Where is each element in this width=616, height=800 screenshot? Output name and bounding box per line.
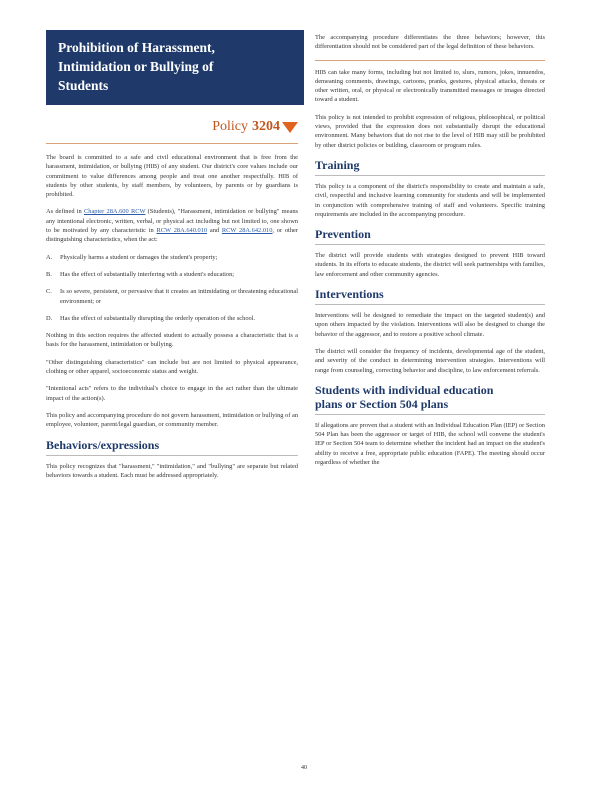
- link-rcw-28a-642-010[interactable]: RCW 28A.642.010: [221, 227, 273, 235]
- heading-prevention: Prevention: [315, 227, 371, 242]
- students-plans-paragraph: If allegations are proven that a student with an Individual Education Plan (IEP) or Section 504 Plan has been the aggressor or target of HIB, the school will convene the student's IEP or Section 504 team to determine whether the incident had an impact on the student's ability to receive a free, appropriate public education (FAPE). The meeting should occur regardless of whether the: [315, 421, 546, 467]
- definition-text-d: , or other distinguishing characteristics, when the act:: [46, 227, 298, 244]
- definition-text-b: (Students), "Harassment, intimidation or bullying" means any intentional electronic, written, verbal, or physical act including but not limited to, one shown to be motivated by any characteristic in: [46, 208, 299, 235]
- section-divider: [315, 304, 545, 305]
- title-line-2: Intimidation or Bullying of: [58, 59, 214, 74]
- list-marker: C.: [46, 288, 52, 296]
- intentional-acts-paragraph: "Intentional acts" refers to the individual's choice to engage in the act rather than the ultimate impact of the action(s).: [46, 385, 298, 402]
- list-marker: D.: [46, 314, 53, 322]
- list-item: [46, 270, 298, 279]
- heading-students-plans: [315, 383, 545, 411]
- definition-paragraph: [46, 207, 298, 244]
- interventions-paragraph-2: The district will consider the frequency of incidents, developmental age of the student, and severity of the conduct in determining intervention strategies. Interventions will range from counseling, correcting behavior and discipline, to law enforcement referrals.: [315, 347, 545, 374]
- list-item-text: Physically harms a student or damages the student's property;: [60, 253, 218, 261]
- act-criteria-list: [46, 253, 298, 323]
- list-item: [46, 253, 298, 262]
- section-divider: [46, 455, 298, 456]
- policy-word: Policy: [212, 119, 248, 134]
- behaviors-paragraph: This policy recognizes that "harassment," "intimidation," and "bullying" are separate but related behaviors towards a student. Each must be addressed appropriately.: [46, 462, 298, 479]
- section-divider: [315, 175, 545, 176]
- expression-paragraph: This policy is not intended to prohibit expression of religious, philosophical, or political views, provided that the expression does not substantially disrupt the educational environment. Many behaviors that do not rise to the level of HIB may still be prohibited by other district policies or building, classroom or program rules.: [315, 113, 545, 149]
- list-item-text: Has the effect of substantially interfering with a student's education;: [60, 270, 235, 278]
- triangle-down-icon: [282, 122, 298, 133]
- title-line-3: Students: [58, 78, 109, 93]
- hib-forms-paragraph: HIB can take many forms, including but not limited to, slurs, rumors, jokes, innuendos, demeaning comments, drawings, cartoons, pranks, gestures, physical attacks, threats or other written, oral, or physical or electronically transmitted messages or images directed toward a student.: [315, 68, 545, 104]
- title-line-1: Prohibition of Harassment,: [58, 40, 215, 55]
- definition-text-a: As defined in: [46, 208, 85, 216]
- page-number: 40: [301, 765, 307, 771]
- heading-behaviors: Behaviors/expressions: [46, 437, 160, 452]
- right-column: [315, 33, 545, 475]
- heading-interventions: Interventions: [315, 287, 384, 302]
- heading-training: Training: [315, 157, 360, 172]
- interventions-paragraph-1: Interventions will be designed to remediate the impact on the targeted student(s) and upon others impacted by the violation. Interventions will also be designed to change the behavior of the aggressor, and to restore a positive school climate.: [315, 312, 545, 338]
- definition-text-c: and: [207, 227, 222, 235]
- other-characteristics-paragraph: "Other distinguishing characteristics" can include but are not limited to physical appearance, clothing or other apparel, socioeconomic status and weight.: [46, 358, 298, 376]
- policy-label: [212, 119, 280, 135]
- intro-paragraph: The board is committed to a safe and civil educational environment that is free from the harassment, intimidation, or bullying (HIB) of any student. Our district's core values include our commitment to value differences among people and treat one another respectfully. HIB of students by other students, by staff members, by volunteers, by parents or by guardians is prohibited.: [46, 154, 298, 199]
- section-divider: [315, 414, 545, 415]
- link-rcw-28a-640-010[interactable]: RCW 28A.640.010: [156, 227, 208, 235]
- paragraph-divider: [315, 60, 545, 61]
- training-paragraph: This policy is a component of the district's responsibility to create and maintain a safe, civil, respectful and inclusive learning community for students and will be implemented in conjunction with comprehensive training of staff and volunteers. Specific training requirements are included in the accompanying procedure.: [315, 182, 545, 218]
- list-item: [46, 314, 298, 323]
- policy-number: 3204: [252, 119, 280, 134]
- list-marker: A.: [46, 253, 53, 261]
- policy-scope-paragraph: This policy and accompanying procedure do not govern harassment, intimidation or bullying of an employee, volunteer, parent/legal guardian, or community member.: [46, 411, 299, 429]
- nothing-paragraph: Nothing in this section requires the affected student to actually possess a characteristic that is a basis for the harassment, intimidation or bullying.: [46, 332, 298, 349]
- title-banner: [46, 30, 304, 105]
- heading-students-line-1: Students with individual education: [315, 382, 494, 397]
- left-column: [46, 30, 298, 488]
- link-chapter-28a-600[interactable]: Chapter 28A.600 RCW: [84, 208, 146, 216]
- differentiation-paragraph: The accompanying procedure differentiates the three behaviors; however, this differentiation should not be considered part of the legal definition of these behaviors.: [315, 34, 545, 51]
- list-item: [46, 287, 298, 306]
- list-item-text: Has the effect of substantially disrupting the orderly operation of the school.: [60, 314, 256, 322]
- list-item-text: Is so severe, persistent, or pervasive that it creates an intimidating or threatening educational environment; or: [60, 288, 298, 305]
- section-divider: [315, 244, 545, 245]
- prevention-paragraph: The district will provide students with strategies designed to prevent HIB toward students. In its efforts to educate students, the district will seek partnerships with families, law enforcement and other community agencies.: [315, 252, 545, 278]
- heading-students-line-2: plans or Section 504 plans: [315, 396, 449, 411]
- list-marker: B.: [46, 270, 52, 278]
- policy-number-row: [46, 117, 298, 139]
